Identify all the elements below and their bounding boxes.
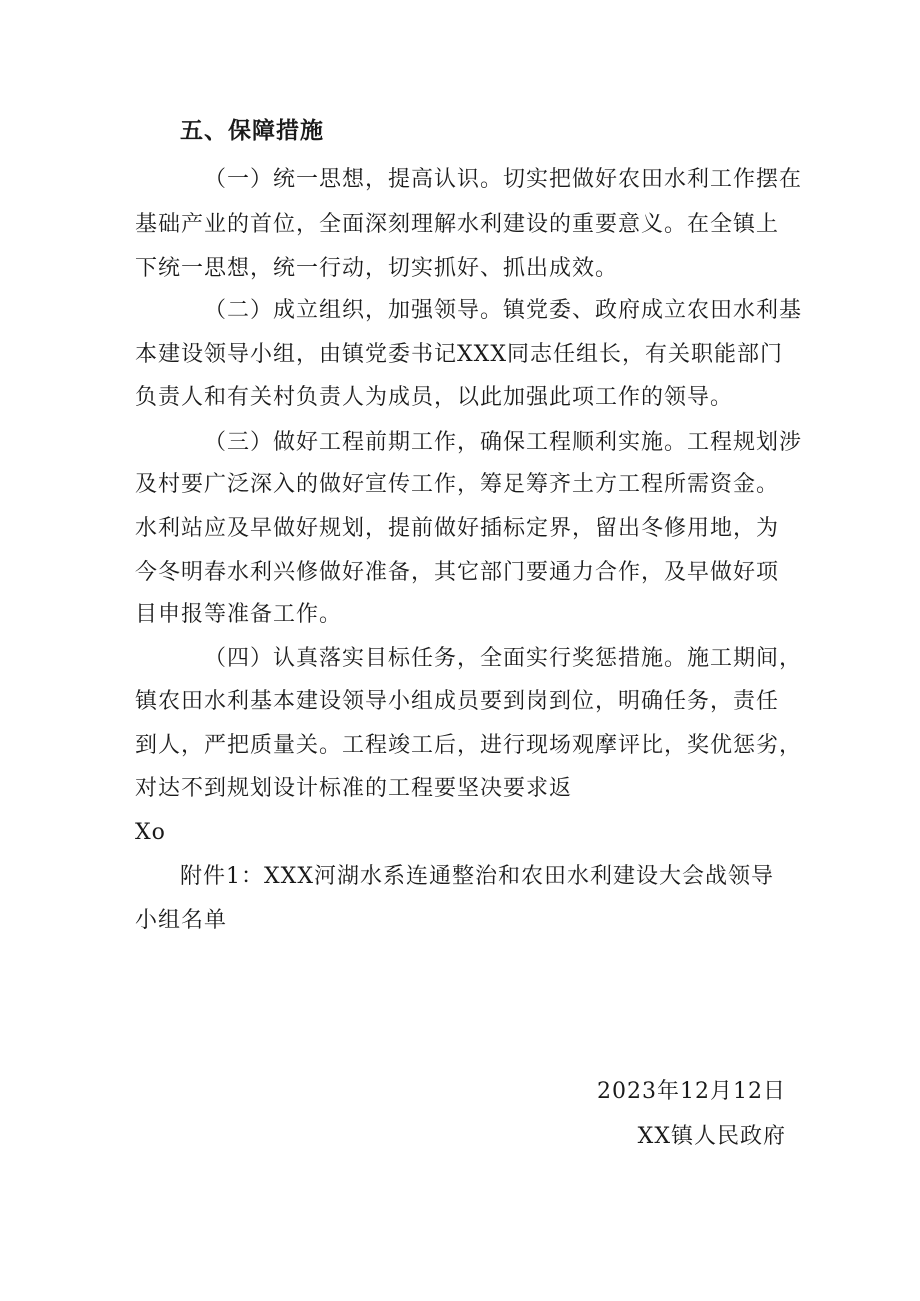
paragraph-line: （二）成立组织，加强领导。镇党委、政府成立农田水利基 — [204, 298, 803, 323]
paragraph-line: 水利站应及早做好规划，提前做好插标定界，留出冬修用地，为 — [135, 516, 780, 541]
paragraph-line: 镇农田水利基本建设领导小组成员要到岗到位，明确任务，责任 — [135, 689, 780, 714]
paragraph-line: 及村要广泛深入的做好宣传工作，筹足筹齐土方工程所需资金。 — [135, 472, 780, 497]
paragraph-line: （三）做好工程前期工作，确保工程顺利实施。工程规划涉 — [204, 430, 803, 455]
paragraph-line: 本建设领导小组，由镇党委书记XXX同志任组长，有关职能部门 — [135, 342, 783, 367]
paragraph-line: （一）统一思想，提高认识。切实把做好农田水利工作摆在 — [204, 167, 803, 192]
paragraph-line: Xo — [135, 820, 166, 845]
attachment-line: 附件1：XXX河湖水系连通整治和农田水利建设大会战领导 — [180, 864, 774, 889]
paragraph-line: 到人，严把质量关。工程竣工后，进行现场观摩评比，奖优惩劣， — [135, 733, 803, 758]
signature-date: 2023年12月12日 — [597, 1079, 786, 1104]
paragraph-line: 目申报等准备工作。 — [135, 602, 343, 627]
paragraph-line: 对达不到规划设计标准的工程要坚决要求返 — [135, 776, 573, 801]
section-heading: 五、保障措施 — [180, 118, 324, 144]
signature-organization: XX镇人民政府 — [637, 1124, 786, 1149]
paragraph-line: 负责人和有关村负责人为成员，以此加强此项工作的领导。 — [135, 385, 734, 410]
paragraph-line: 下统一思想，统一行动，切实抓好、抓出成效。 — [135, 256, 619, 281]
paragraph-line: （四）认真落实目标任务，全面实行奖惩措施。施工期间， — [204, 646, 803, 671]
paragraph-line: 今冬明春水利兴修做好准备，其它部门要通力合作，及早做好项 — [135, 560, 780, 585]
attachment-line: 小组名单 — [135, 908, 228, 933]
paragraph-line: 基础产业的首位，全面深刻理解水利建设的重要意义。在全镇上 — [135, 212, 780, 237]
